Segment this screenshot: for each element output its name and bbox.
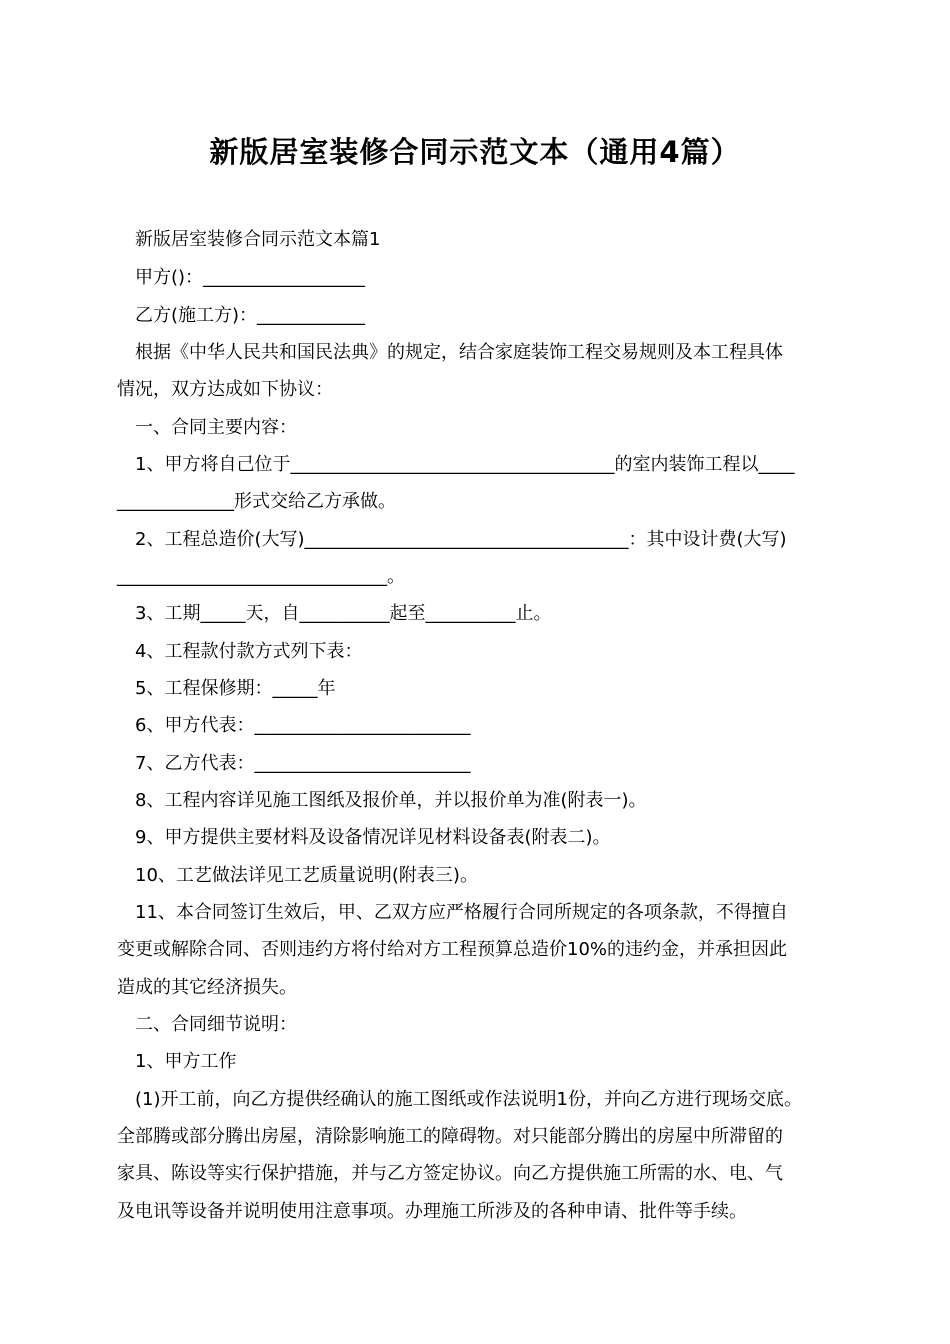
paragraph-line: 全部腾或部分腾出房屋，清除影响施工的障碍物。对只能部分腾出的房屋中所滞留的 (117, 1126, 783, 1147)
subheading-details: 二、合同细节说明： (135, 1014, 297, 1035)
clause-line: 8、工程内容详见施工图纸及报价单，并以报价单为准(附表一)。 (135, 790, 647, 811)
clause-line: _____________形式交给乙方承做。 (117, 491, 396, 512)
party-a-line: 甲方()：__________________ (135, 267, 366, 288)
paragraph-line: 及电讯等设备并说明使用注意事项。办理施工所涉及的各种申请、批件等手续。 (117, 1201, 747, 1222)
paragraph-line: 根据《中华人民共和国民法典》的规定，结合家庭装饰工程交易规则及本工程具体 (135, 342, 783, 363)
section-heading-1: 新版居室装修合同示范文本篇1 (135, 229, 381, 250)
clause-line: 4、工程款付款方式列下表： (135, 641, 363, 662)
party-b-line: 乙方(施工方)：____________ (135, 305, 366, 326)
clause-line: 10、工艺做法详见工艺质量说明(附表三)。 (135, 865, 478, 886)
clause-line: 造成的其它经济损失。 (117, 977, 297, 998)
paragraph-line: 家具、陈设等实行保护措施，并与乙方签定协议。向乙方提供施工所需的水、电、气 (117, 1163, 783, 1184)
clause-line: ______________________________。 (117, 566, 405, 587)
clause-line: 9、甲方提供主要材料及设备情况详见材料设备表(附表二)。 (135, 827, 611, 848)
subheading-main-content: 一、合同主要内容： (135, 417, 297, 438)
paragraph-line: 情况，双方达成如下协议： (117, 379, 333, 400)
subheading-party-a-work: 1、甲方工作 (135, 1051, 237, 1072)
clause-line: 11、本合同签订生效后，甲、乙双方应严格履行合同所规定的各项条款，不得擅自 (135, 902, 788, 923)
clause-line: 2、工程总造价(大写)____________________________________：其中设计费(大写) (135, 529, 787, 550)
clause-line: 3、工期_____天，自__________起至__________止。 (135, 603, 552, 624)
clause-line: 6、甲方代表：________________________ (135, 715, 471, 736)
clause-line: 7、乙方代表：________________________ (135, 753, 471, 774)
clause-line: 变更或解除合同、否则违约方将付给对方工程预算总造价10%的违约金，并承担因此 (117, 939, 788, 960)
clause-line: 1、甲方将自己位于____________________________________的室内装饰工程以____ (135, 454, 795, 475)
clause-line: 5、工程保修期：_____年 (135, 678, 336, 699)
paragraph-line: (1)开工前，向乙方提供经确认的施工图纸或作法说明1份，并向乙方进行现场交底。 (135, 1089, 802, 1110)
document-title: 新版居室装修合同示范文本（通用4篇） (209, 135, 741, 169)
